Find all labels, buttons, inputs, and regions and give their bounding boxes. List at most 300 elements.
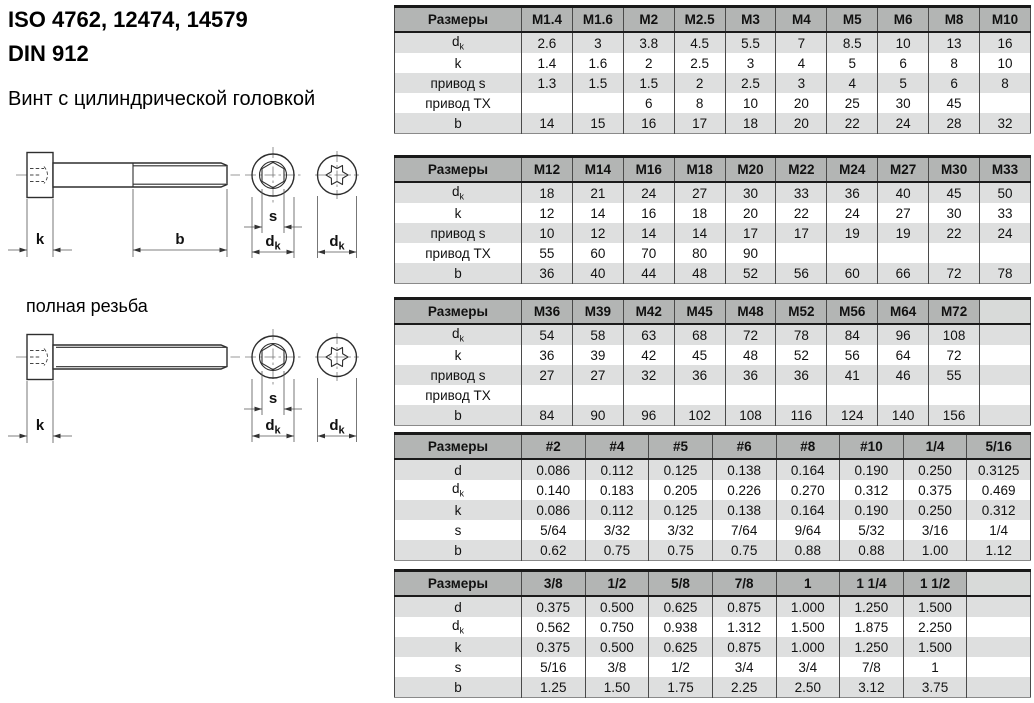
dimension-dk-torx: [318, 378, 357, 442]
cell: [725, 385, 776, 405]
cell: 0.75: [585, 540, 649, 561]
cell: 0.875: [712, 596, 776, 617]
row-label: k: [454, 205, 462, 221]
cell: 10: [725, 93, 776, 113]
cell: 0.625: [649, 637, 713, 657]
table-row: [395, 113, 1031, 134]
cell: 1.12: [967, 540, 1031, 561]
cell: 60: [572, 243, 623, 263]
cell: [878, 243, 929, 263]
cell: 8.5: [827, 32, 878, 53]
cell: 19: [878, 223, 929, 243]
cell: 55: [929, 365, 980, 385]
cell: 10: [980, 53, 1031, 73]
cell: 6: [878, 53, 929, 73]
cell: 15: [572, 113, 623, 134]
cell: 4: [827, 73, 878, 93]
cell: 0.190: [840, 459, 904, 480]
column-header: M39: [572, 299, 623, 325]
cell: 96: [623, 405, 674, 426]
cell: [967, 596, 1031, 617]
cell: 2.5: [674, 53, 725, 73]
hex-socket-end-view: [244, 329, 302, 442]
column-header: M30: [929, 157, 980, 183]
column-header: M14: [572, 157, 623, 183]
cell: 1.500: [903, 596, 967, 617]
table-row: [395, 677, 1031, 698]
cell: 3/8: [585, 657, 649, 677]
cell: [929, 243, 980, 263]
table-row: [395, 182, 1031, 203]
cell: 19: [827, 223, 878, 243]
table-row: [395, 243, 1031, 263]
cell: 0.138: [712, 459, 776, 480]
cell: 156: [929, 405, 980, 426]
cell: [980, 405, 1031, 426]
cell: 3: [572, 32, 623, 53]
cell: 3/4: [712, 657, 776, 677]
table-row: [395, 73, 1031, 93]
cell: 1/2: [649, 657, 713, 677]
cell: 5: [878, 73, 929, 93]
cell: [980, 243, 1031, 263]
cell: 1.4: [522, 53, 573, 73]
cell: 56: [827, 345, 878, 365]
cell: 36: [522, 345, 573, 365]
cell: 1.00: [903, 540, 967, 561]
cell: [980, 365, 1031, 385]
table-row: [395, 203, 1031, 223]
row-label: привод s: [430, 225, 486, 241]
table-row: [395, 480, 1031, 500]
table-row: [395, 405, 1031, 426]
cell: 90: [725, 243, 776, 263]
column-header: M22: [776, 157, 827, 183]
table-metric-m12-to-m33: [394, 155, 1031, 284]
drawing-full-thread-screw: [0, 316, 392, 466]
column-header: #2: [522, 434, 586, 460]
row-label: b: [454, 265, 462, 281]
cell: 14: [522, 113, 573, 134]
size-column-title: Размеры: [395, 299, 522, 325]
table-row: [395, 637, 1031, 657]
cell: 14: [623, 223, 674, 243]
dim-label-s: s: [268, 390, 278, 407]
cell: 140: [878, 405, 929, 426]
row-label: привод TX: [425, 245, 491, 261]
cell: 40: [878, 182, 929, 203]
table-row: [395, 223, 1031, 243]
header-row: [395, 299, 1031, 325]
cell: 18: [674, 203, 725, 223]
table-row: [395, 459, 1031, 480]
column-header: M36: [522, 299, 573, 325]
cell: 2.250: [903, 617, 967, 637]
cell: 48: [674, 263, 725, 284]
cell: 0.190: [840, 500, 904, 520]
column-header: M42: [623, 299, 674, 325]
table-row: [395, 540, 1031, 561]
cell: 36: [725, 365, 776, 385]
cell: 7: [776, 32, 827, 53]
cell: 0.250: [903, 459, 967, 480]
cell: 66: [878, 263, 929, 284]
cell: 102: [674, 405, 725, 426]
cell: 17: [674, 113, 725, 134]
cell: 18: [522, 182, 573, 203]
cell: 0.125: [649, 500, 713, 520]
row-label: $d_k$: [451, 34, 464, 52]
cell: 0.875: [712, 637, 776, 657]
dimension-k: [8, 199, 72, 257]
column-header: M52: [776, 299, 827, 325]
screw-side-view: [8, 153, 240, 258]
cell: 5/16: [522, 657, 586, 677]
row-label: привод s: [430, 75, 486, 91]
cell: 1/4: [967, 520, 1031, 540]
cell: 50: [980, 182, 1031, 203]
cell: 116: [776, 405, 827, 426]
cell: 0.375: [522, 637, 586, 657]
table-row: [395, 657, 1031, 677]
cell: 24: [878, 113, 929, 134]
row-label: s: [454, 522, 462, 538]
cell: 3/32: [585, 520, 649, 540]
cell: [980, 385, 1031, 405]
row-label: $d_k$: [451, 618, 464, 636]
column-header: 1 1/2: [903, 571, 967, 597]
cell: 22: [929, 223, 980, 243]
cell: 24: [623, 182, 674, 203]
table-row: [395, 93, 1031, 113]
cell: 3.75: [903, 677, 967, 698]
cell: 0.164: [776, 500, 840, 520]
column-header: [967, 571, 1031, 597]
cell: 0.270: [776, 480, 840, 500]
cell: 16: [623, 113, 674, 134]
cell: 0.226: [712, 480, 776, 500]
cell: 13: [929, 32, 980, 53]
cell: 39: [572, 345, 623, 365]
cell: 90: [572, 405, 623, 426]
cell: 0.75: [649, 540, 713, 561]
cell: 27: [572, 365, 623, 385]
cell: 32: [623, 365, 674, 385]
screw-shaft: [53, 345, 227, 369]
standards-title-line2: DIN 912: [8, 41, 89, 66]
size-column-title: Размеры: [395, 157, 522, 183]
cell: 3: [776, 73, 827, 93]
table-row: [395, 345, 1031, 365]
cell: 33: [980, 203, 1031, 223]
cell: 44: [623, 263, 674, 284]
column-header: M5: [827, 7, 878, 33]
column-header: M1.6: [572, 7, 623, 33]
cell: 1.312: [712, 617, 776, 637]
cell: [572, 385, 623, 405]
cell: 22: [827, 113, 878, 134]
cell: 2.50: [776, 677, 840, 698]
cell: 1.5: [572, 73, 623, 93]
cell: 4: [776, 53, 827, 73]
cell: 2: [674, 73, 725, 93]
cell: 8: [980, 73, 1031, 93]
cell: 64: [878, 345, 929, 365]
cell: 0.312: [840, 480, 904, 500]
cell: 2: [623, 53, 674, 73]
cell: 3/32: [649, 520, 713, 540]
cell: 42: [623, 345, 674, 365]
dimension-dk-hex: [252, 379, 294, 442]
cell: 0.88: [776, 540, 840, 561]
cell: 1.250: [840, 596, 904, 617]
cell: 30: [878, 93, 929, 113]
cell: 0.250: [903, 500, 967, 520]
cell: 0.140: [522, 480, 586, 500]
cell: 54: [522, 324, 573, 345]
row-label: k: [454, 502, 462, 518]
cell: 4.5: [674, 32, 725, 53]
cell: [980, 345, 1031, 365]
cell: 0.562: [522, 617, 586, 637]
column-header: 7/8: [712, 571, 776, 597]
column-header: M1.4: [522, 7, 573, 33]
row-label: s: [454, 659, 462, 675]
cell: 2.6: [522, 32, 573, 53]
dim-label-s: s: [268, 208, 278, 225]
table-inch-3-8-to-1-1-2: [394, 569, 1031, 698]
cell: 3.12: [840, 677, 904, 698]
column-header: M45: [674, 299, 725, 325]
table-metric-m36-to-m72: [394, 297, 1031, 426]
torx-end-view: [315, 151, 359, 258]
cell: 2.25: [712, 677, 776, 698]
column-header: 1 1/4: [840, 571, 904, 597]
column-header: #10: [840, 434, 904, 460]
cell: 40: [572, 263, 623, 284]
column-header: M10: [980, 7, 1031, 33]
cell: 30: [929, 203, 980, 223]
cell: 1.875: [840, 617, 904, 637]
size-column-title: Размеры: [395, 571, 522, 597]
cell: 7/64: [712, 520, 776, 540]
cell: 0.469: [967, 480, 1031, 500]
column-header: M2: [623, 7, 674, 33]
cell: 1.500: [776, 617, 840, 637]
cell: 1.250: [840, 637, 904, 657]
column-header: M4: [776, 7, 827, 33]
cell: 78: [776, 324, 827, 345]
cell: 21: [572, 182, 623, 203]
table-row: [395, 596, 1031, 617]
row-label: k: [454, 347, 462, 363]
cell: 108: [725, 405, 776, 426]
cell: [572, 93, 623, 113]
column-header: [980, 299, 1031, 325]
dim-label-k: k: [35, 417, 45, 434]
column-header: 5/8: [649, 571, 713, 597]
row-label: $d_k$: [451, 184, 464, 202]
cell: 45: [929, 182, 980, 203]
column-header: M48: [725, 299, 776, 325]
column-header: #8: [776, 434, 840, 460]
cell: 20: [776, 113, 827, 134]
table-inch-no2-to-5-16: [394, 432, 1031, 561]
cell: [776, 243, 827, 263]
cell: 0.138: [712, 500, 776, 520]
cell: 0.112: [585, 459, 649, 480]
cell: [967, 617, 1031, 637]
cell: 0.375: [903, 480, 967, 500]
cell: 0.500: [585, 596, 649, 617]
cell: 0.375: [522, 596, 586, 617]
header-row: [395, 571, 1031, 597]
cell: 18: [725, 113, 776, 134]
cell: 20: [725, 203, 776, 223]
standards-title-line1: ISO 4762, 12474, 14579: [8, 7, 248, 32]
cell: [827, 385, 878, 405]
cell: 9/64: [776, 520, 840, 540]
cell: 70: [623, 243, 674, 263]
cell: 27: [878, 203, 929, 223]
cell: 10: [522, 223, 573, 243]
dim-label-dk: $d_k$: [329, 417, 345, 437]
cell: 17: [725, 223, 776, 243]
header-row: [395, 7, 1031, 33]
cell: [623, 385, 674, 405]
column-header: M24: [827, 157, 878, 183]
cell: 56: [776, 263, 827, 284]
table-row: [395, 324, 1031, 345]
screw-side-view: [8, 335, 240, 444]
cell: 1.6: [572, 53, 623, 73]
cell: 0.938: [649, 617, 713, 637]
dim-label-b: b: [175, 231, 185, 248]
cell: 0.750: [585, 617, 649, 637]
cell: 1.000: [776, 637, 840, 657]
dimension-dk-torx: [318, 196, 357, 258]
cell: 52: [725, 263, 776, 284]
row-label: b: [454, 115, 462, 131]
cell: 25: [827, 93, 878, 113]
cell: 45: [674, 345, 725, 365]
cell: [522, 93, 573, 113]
cell: 96: [878, 324, 929, 345]
dimension-k: [8, 381, 72, 443]
row-label: привод TX: [425, 387, 491, 403]
cell: [878, 385, 929, 405]
row-label: d: [454, 599, 462, 615]
cell: 1.000: [776, 596, 840, 617]
cell: 32: [980, 113, 1031, 134]
dimension-b: [133, 189, 227, 257]
cell: 72: [929, 263, 980, 284]
cell: 1.75: [649, 677, 713, 698]
column-header: #6: [712, 434, 776, 460]
table-row: [395, 500, 1031, 520]
cell: 1.50: [585, 677, 649, 698]
cell: 16: [623, 203, 674, 223]
cell: 22: [776, 203, 827, 223]
cell: 12: [572, 223, 623, 243]
cell: 84: [827, 324, 878, 345]
cell: 30: [725, 182, 776, 203]
cell: 0.500: [585, 637, 649, 657]
table-row: [395, 263, 1031, 284]
column-header: M27: [878, 157, 929, 183]
full-thread-label: полная резьба: [26, 296, 148, 316]
cell: 78: [980, 263, 1031, 284]
cell: 36: [776, 365, 827, 385]
cell: 3.8: [623, 32, 674, 53]
column-header: M72: [929, 299, 980, 325]
table-metric-m1-4-to-m10: [394, 5, 1031, 134]
cell: 1.3: [522, 73, 573, 93]
cell: [827, 243, 878, 263]
cell: 12: [522, 203, 573, 223]
cell: 10: [878, 32, 929, 53]
table-row: [395, 53, 1031, 73]
table-row: [395, 32, 1031, 53]
size-column-title: Размеры: [395, 7, 522, 33]
cell: 27: [674, 182, 725, 203]
row-label: $d_k$: [451, 481, 464, 499]
cell: 6: [623, 93, 674, 113]
dim-label-dk: $d_k$: [265, 417, 281, 437]
row-label: b: [454, 542, 462, 558]
column-header: M6: [878, 7, 929, 33]
cell: 68: [674, 324, 725, 345]
cell: 0.3125: [967, 459, 1031, 480]
row-label: k: [454, 55, 462, 71]
cell: 72: [929, 345, 980, 365]
cell: [967, 657, 1031, 677]
cell: [929, 385, 980, 405]
column-header: 3/8: [522, 571, 586, 597]
cell: 28: [929, 113, 980, 134]
column-header: M3: [725, 7, 776, 33]
cell: 24: [980, 223, 1031, 243]
cell: 0.625: [649, 596, 713, 617]
cell: 55: [522, 243, 573, 263]
cell: 16: [980, 32, 1031, 53]
cell: 8: [674, 93, 725, 113]
cell: 5/32: [840, 520, 904, 540]
column-header: M8: [929, 7, 980, 33]
table-row: [395, 365, 1031, 385]
cell: 24: [827, 203, 878, 223]
cell: 0.164: [776, 459, 840, 480]
cell: 0.086: [522, 459, 586, 480]
cell: 0.312: [967, 500, 1031, 520]
size-column-title: Размеры: [395, 434, 522, 460]
column-header: M16: [623, 157, 674, 183]
cell: 60: [827, 263, 878, 284]
cell: 84: [522, 405, 573, 426]
column-header: M20: [725, 157, 776, 183]
cell: [967, 677, 1031, 698]
row-label: b: [454, 407, 462, 423]
column-header: M12: [522, 157, 573, 183]
cell: 5.5: [725, 32, 776, 53]
cell: 58: [572, 324, 623, 345]
cell: 3/4: [776, 657, 840, 677]
cell: 46: [878, 365, 929, 385]
column-header: M56: [827, 299, 878, 325]
cell: 17: [776, 223, 827, 243]
dim-label-dk: $d_k$: [265, 233, 281, 253]
column-header: 5/16: [967, 434, 1031, 460]
